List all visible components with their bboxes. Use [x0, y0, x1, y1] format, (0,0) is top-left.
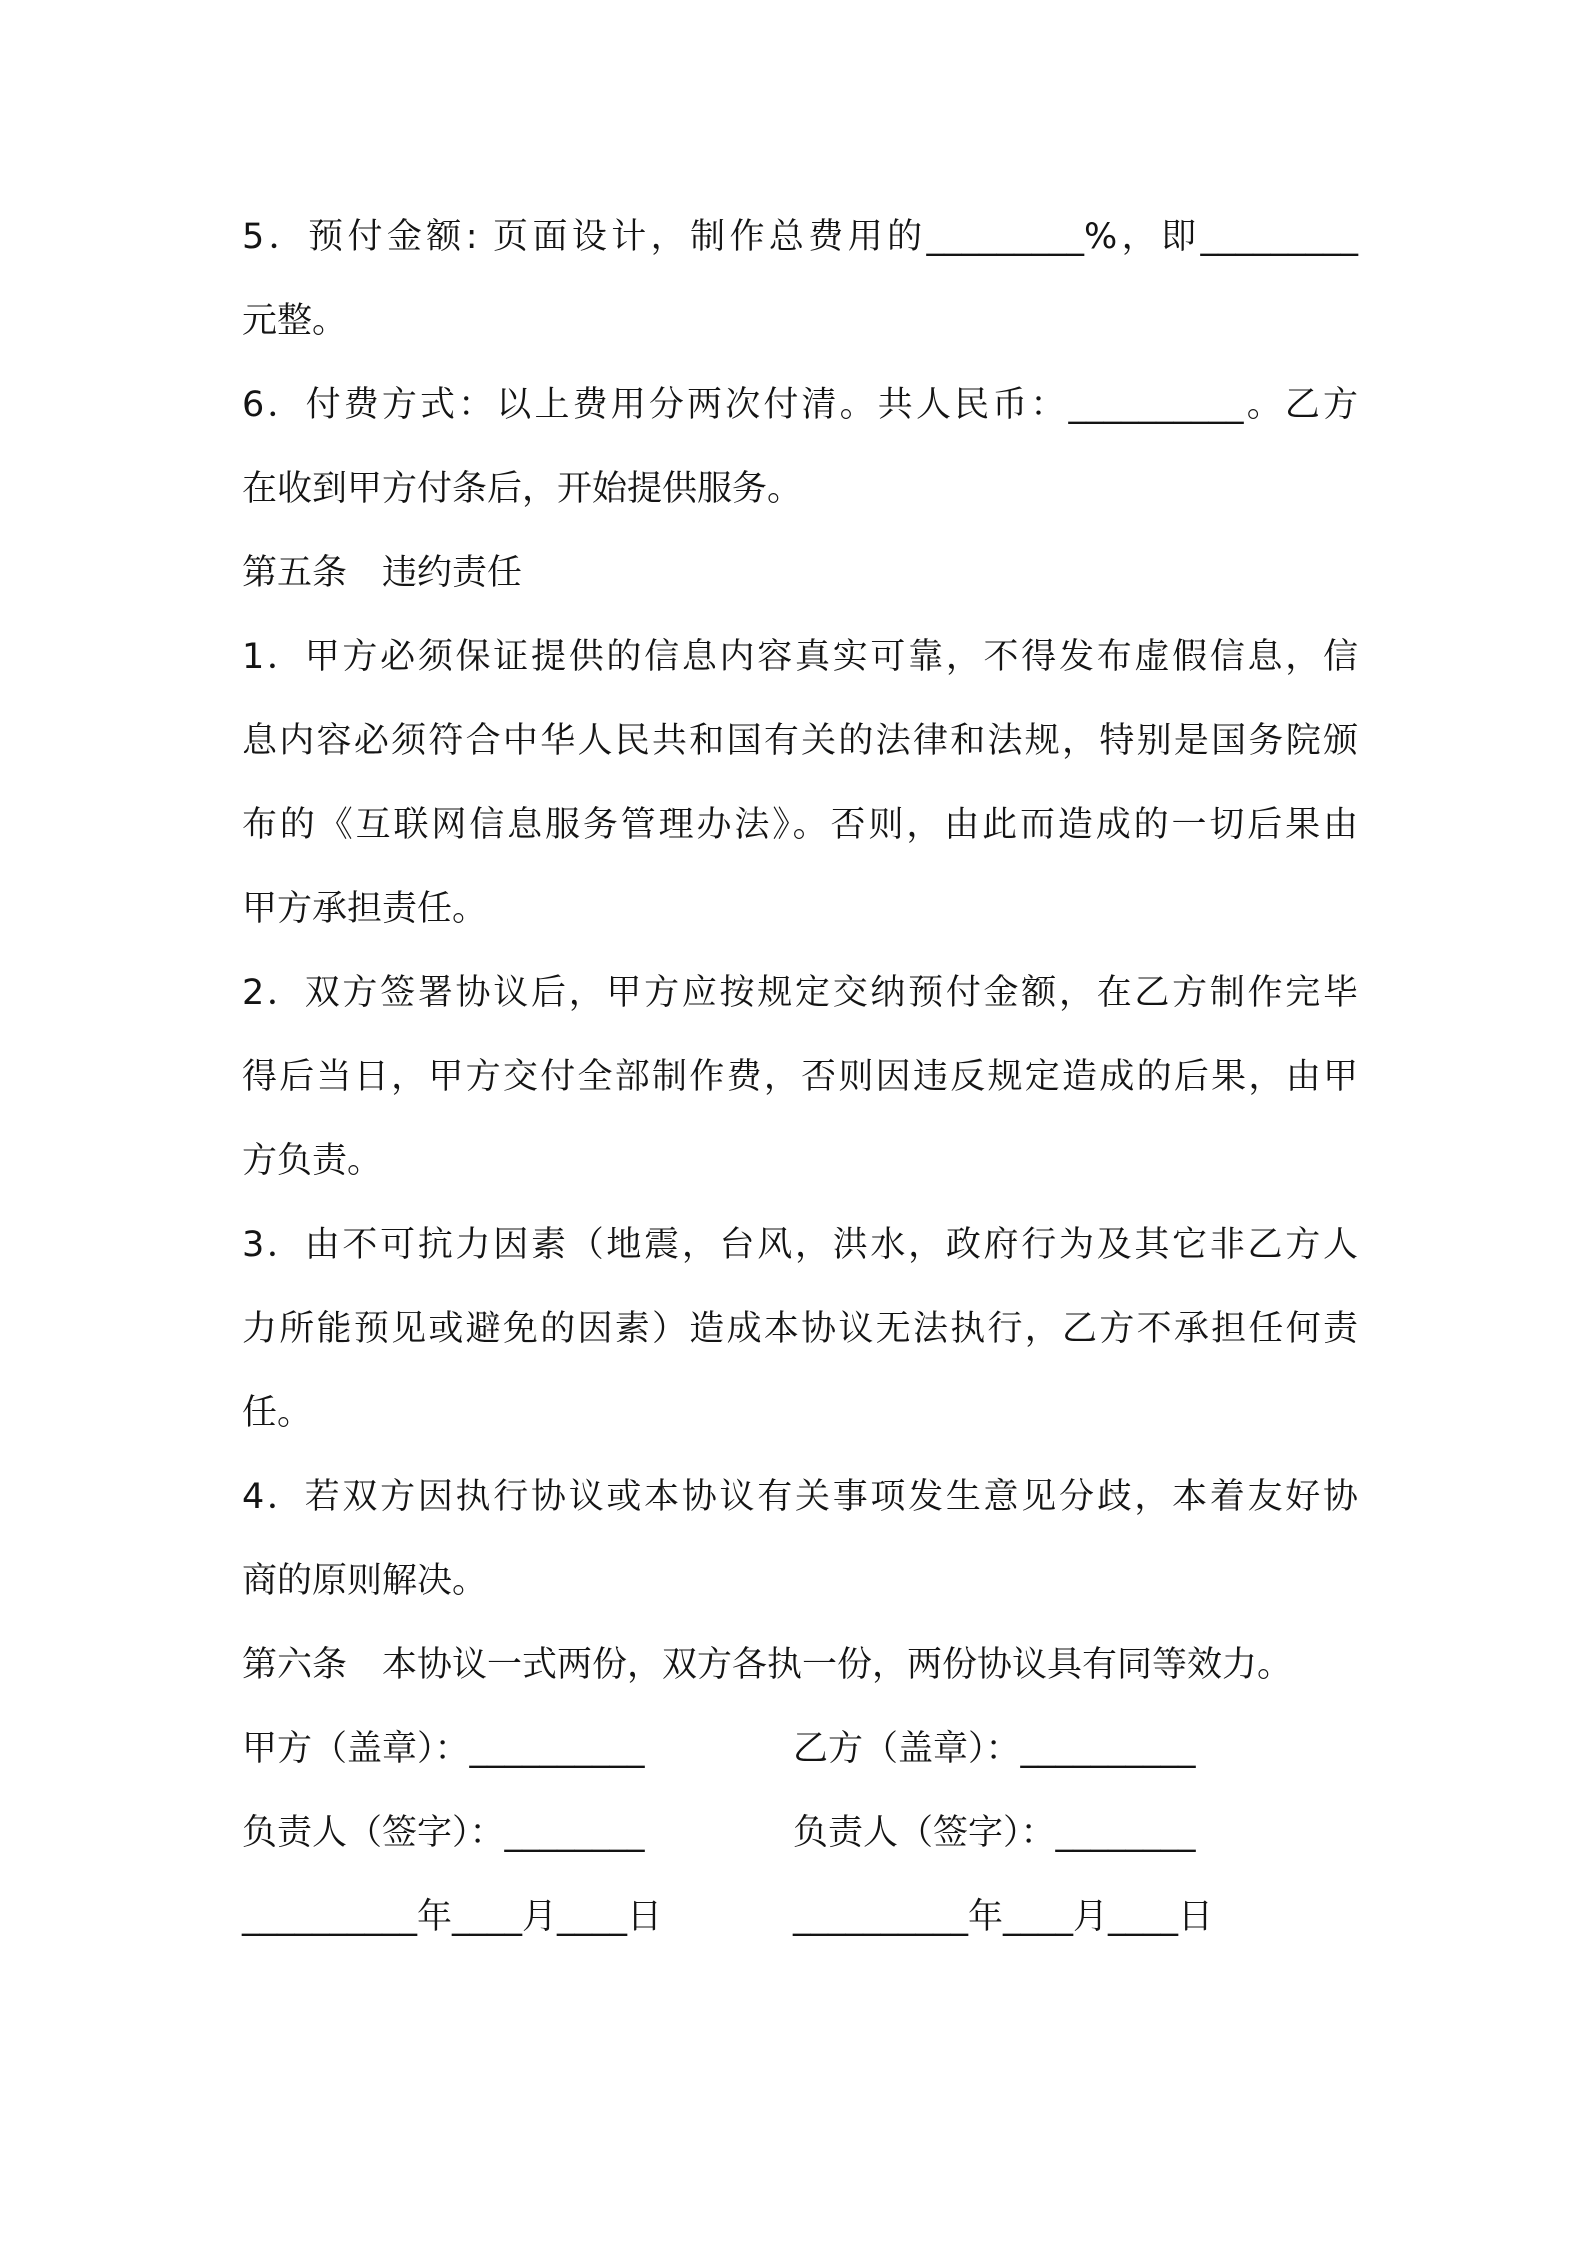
- article-5-heading: 第五条 违约责任: [242, 553, 523, 593]
- liability-1-line-4: 甲方承担责任。: [242, 889, 488, 929]
- liability-2-line-1: 2．双方签署协议后，甲方应按规定交纳预付金额，在乙方制作完毕: [242, 973, 1358, 1013]
- party-a-seal: 甲方（盖章）：__________: [242, 1729, 645, 1769]
- party-b-signer: 负责人（签字）：________: [793, 1813, 1196, 1853]
- date-row: [242, 1875, 1358, 1959]
- clause-5-line-2: 元整。: [242, 301, 348, 341]
- liability-2-line-2: 得后当日，甲方交付全部制作费，否则因违反规定造成的后果，由甲: [242, 1057, 1358, 1097]
- liability-1-line-2: 息内容必须符合中华人民共和国有关的法律和法规，特别是国务院颁: [242, 721, 1358, 761]
- contract-page: [242, 195, 1358, 1959]
- liability-2-line-3: 方负责。: [242, 1141, 383, 1181]
- party-a-date: __________年____月____日: [242, 1897, 663, 1937]
- liability-3-line-1: 3．由不可抗力因素（地震，台风，洪水，政府行为及其它非乙方人: [242, 1225, 1358, 1265]
- clause-6-line-1: 6．付费方式：以上费用分两次付清。共人民币：__________。乙方: [242, 385, 1358, 425]
- clause-6-line-2: 在收到甲方付条后，开始提供服务。: [242, 469, 803, 509]
- signature-row: [242, 1791, 1358, 1875]
- party-b-seal: 乙方（盖章）：__________: [793, 1729, 1196, 1769]
- liability-1-line-3: 布的《互联网信息服务管理办法》。否则，由此而造成的一切后果由: [242, 805, 1358, 845]
- seal-row: [242, 1707, 1358, 1791]
- clause-5-line-1: 5．预付金额: 页面设计，制作总费用的_________%，即_________: [242, 217, 1358, 257]
- liability-3-line-2: 力所能预见或避免的因素）造成本协议无法执行，乙方不承担任何责: [242, 1309, 1358, 1349]
- liability-3-line-3: 任。: [242, 1393, 313, 1433]
- party-a-signer: 负责人（签字）：________: [242, 1813, 645, 1853]
- liability-4-line-2: 商的原则解决。: [242, 1561, 488, 1601]
- liability-4-line-1: 4．若双方因执行协议或本协议有关事项发生意见分歧，本着友好协: [242, 1477, 1358, 1517]
- party-b-date: __________年____月____日: [793, 1897, 1214, 1937]
- article-6-text: 第六条 本协议一式两份，双方各执一份，两份协议具有同等效力。: [242, 1645, 1293, 1685]
- liability-1-line-1: 1．甲方必须保证提供的信息内容真实可靠，不得发布虚假信息，信: [242, 637, 1358, 677]
